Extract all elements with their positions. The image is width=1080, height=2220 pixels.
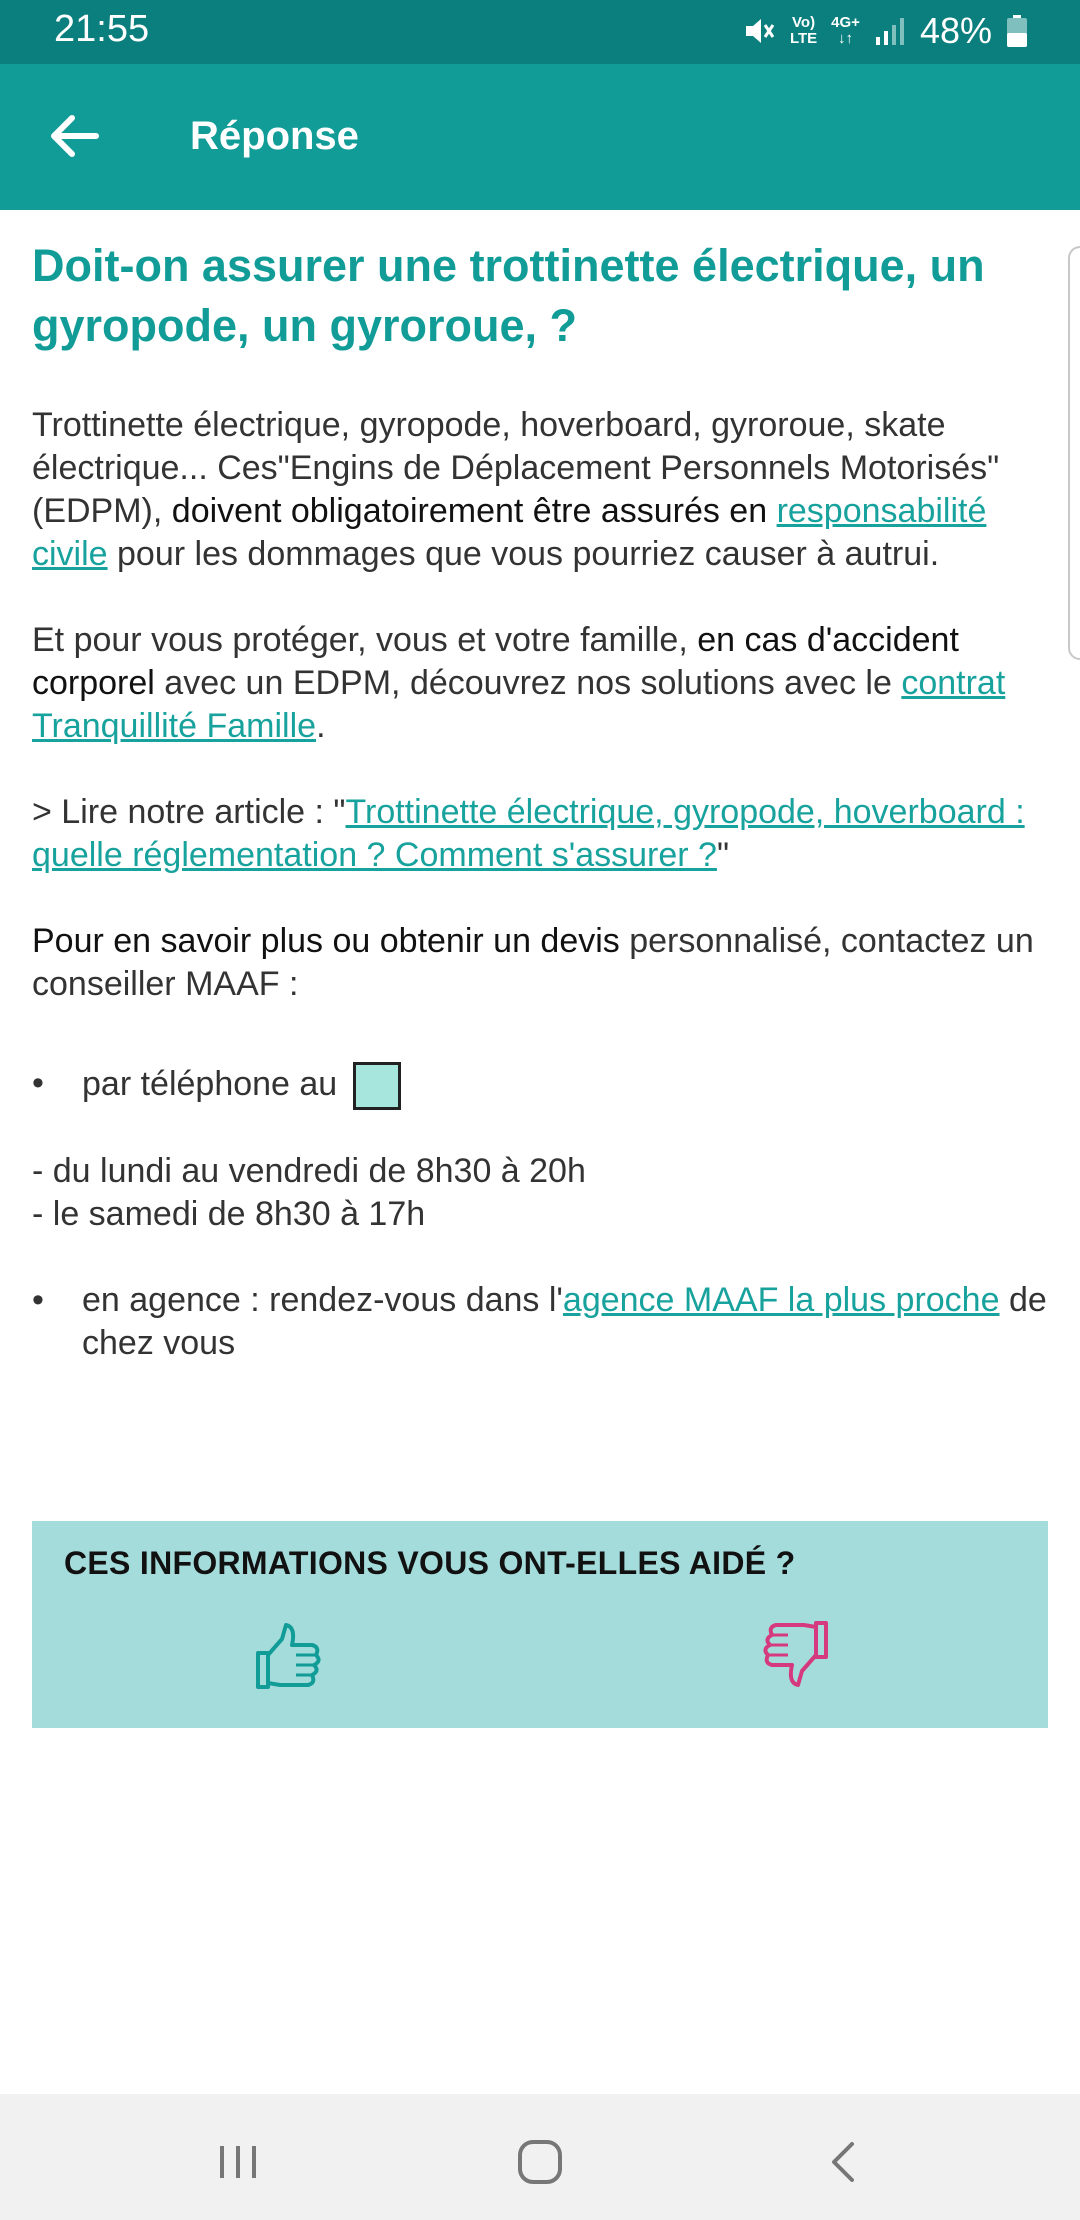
back-nav-icon[interactable] <box>814 2132 874 2192</box>
paragraph-article: > Lire notre article : "Trottinette électrique, gyropode, hoverboard : quelle réglementation ? Comment s'assurer ?" <box>32 793 1025 874</box>
thumbs-up-icon[interactable] <box>252 1621 324 1693</box>
bullet-agency: • en agence : rendez-vous dans l'agence MAAF la plus proche de chez vous <box>32 1281 1047 1362</box>
status-bar <box>0 0 1080 64</box>
system-nav-bar <box>0 2094 1080 2220</box>
app-bar <box>0 64 1080 210</box>
battery-icon <box>1006 14 1028 48</box>
mute-icon <box>742 14 776 48</box>
status-icons <box>742 10 1028 52</box>
link-responsabilite-civile[interactable]: responsabilité civile <box>32 492 987 573</box>
network-indicator: 4G+ ↓↑ <box>831 14 860 47</box>
bullet-phone: • par téléphone au <box>32 1062 1050 1110</box>
link-agence-proche[interactable]: agence MAAF la plus proche <box>562 1281 1000 1319</box>
volte-indicator: Vo) LTE <box>789 14 818 47</box>
feedback-question: CES INFORMATIONS VOUS ONT-ELLES AIDÉ ? <box>64 1545 796 1581</box>
opening-hours: - du lundi au vendredi de 8h30 à 20h - le samedi de 8h30 à 17h <box>32 1152 586 1233</box>
phone-number-button[interactable] <box>353 1062 401 1110</box>
recent-apps-icon[interactable] <box>208 2132 268 2192</box>
paragraph-contact: Pour en savoir plus ou obtenir un devis personnalisé, contactez un conseiller MAAF : <box>32 922 1034 1003</box>
paragraph-insurance: Trottinette électrique, gyropode, hoverboard, gyroroue, skate électrique... Ces"Engins de Déplacement Personnels Motorisés" (EDPM), doivent obligatoirement être assurés en responsabilité civile pour les dommages que vous pourriez causer à autrui. <box>32 406 1000 573</box>
status-time: 21:55 <box>54 8 150 50</box>
link-contrat-tranquillite[interactable]: contrat Tranquillité Famille <box>32 664 1006 745</box>
home-icon[interactable] <box>510 2132 570 2192</box>
scroll-indicator <box>1068 246 1080 660</box>
signal-icon <box>874 15 906 47</box>
answer-content <box>32 236 1050 1365</box>
question-title: Doit-on assurer une trottinette électrique, un gyropode, un gyroroue, ? <box>32 240 985 351</box>
back-arrow-icon[interactable] <box>46 108 102 164</box>
page-title: Réponse <box>190 114 359 158</box>
paragraph-protection: Et pour vous protéger, vous et votre famille, en cas d'accident corporel avec un EDPM, découvrez nos solutions avec le contrat Tranquillité Famille. <box>32 621 1006 745</box>
battery-percent: 48% <box>919 10 992 51</box>
thumbs-down-icon[interactable] <box>760 1617 832 1689</box>
feedback-panel <box>32 1521 1048 1728</box>
link-article[interactable]: Trottinette électrique, gyropode, hoverboard : quelle réglementation ? Comment s'assurer ? <box>32 793 1025 874</box>
